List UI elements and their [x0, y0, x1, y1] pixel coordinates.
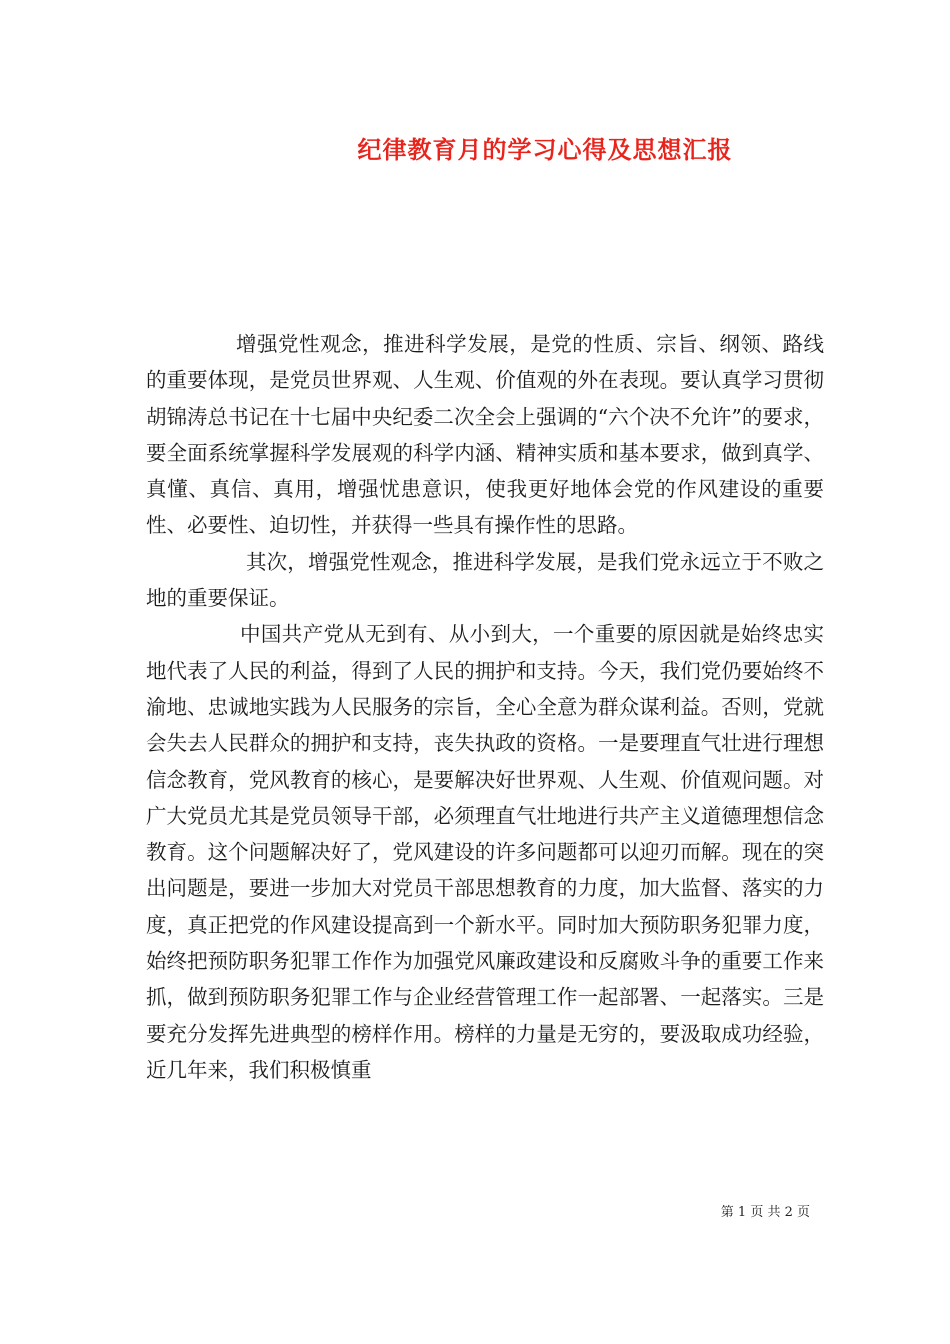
body-paragraph: 中国共产党从无到有、从小到大，一个重要的原因就是始终忠实地代表了人民的利益，得到了人民的拥护和支持。今天，我们党仍要始终不渝地、忠诚地实践为人民服务的宗旨，全心全意为群众谋利益。否则，党就会失去人民群众的拥护和支持，丧失执政的资格。一是要理直气壮进行理想信念教育，党风教育的核心，是要解决好世界观、人生观、价值观问题。对广大党员尤其是党员领导干部，必须理直气壮地进行共产主义道德理想信念教育。这个问题解决好了，党风建设的许多问题都可以迎刃而解。现在的突出问题是，要进一步加大对党员干部思想教育的力度，加大监督、落实的力度，真正把党的作风建设提高到一个新水平。同时加大预防职务犯罪力度，始终把预防职务犯罪工作作为加强党风廉政建设和反腐败斗争的重要工作来抓，做到预防职务犯罪工作与企业经营管理工作一起部署、一起落实。三是要充分发挥先进典型的榜样作用。榜样的力量是无穷的，要汲取成功经验，近几年来，我们积极慎重	[146, 622, 824, 1082]
body-paragraph: 其次，增强党性观念，推进科学发展，是我们党永远立于不败之地的重要保证。	[146, 549, 824, 611]
page-number: 第 1 页 共 2 页	[720, 1205, 810, 1220]
body-paragraph: 增强党性观念，推进科学发展，是党的性质、宗旨、纲领、路线的重要体现，是党员世界观、人生观、价值观的外在表现。要认真学习贯彻胡锦涛总书记在十七届中央纪委二次全会上强调的“六个决不允许”的要求，要全面系统掌握科学发展观的科学内涵、精神实质和基本要求，做到真学、真懂、真信、真用，增强忧患意识，使我更好地体会党的作风建设的重要性、必要性、迫切性，并获得一些具有操作性的思路。	[146, 332, 824, 538]
document-body	[146, 326, 824, 1088]
document-title: 纪律教育月的学习心得及思想汇报	[357, 135, 733, 164]
